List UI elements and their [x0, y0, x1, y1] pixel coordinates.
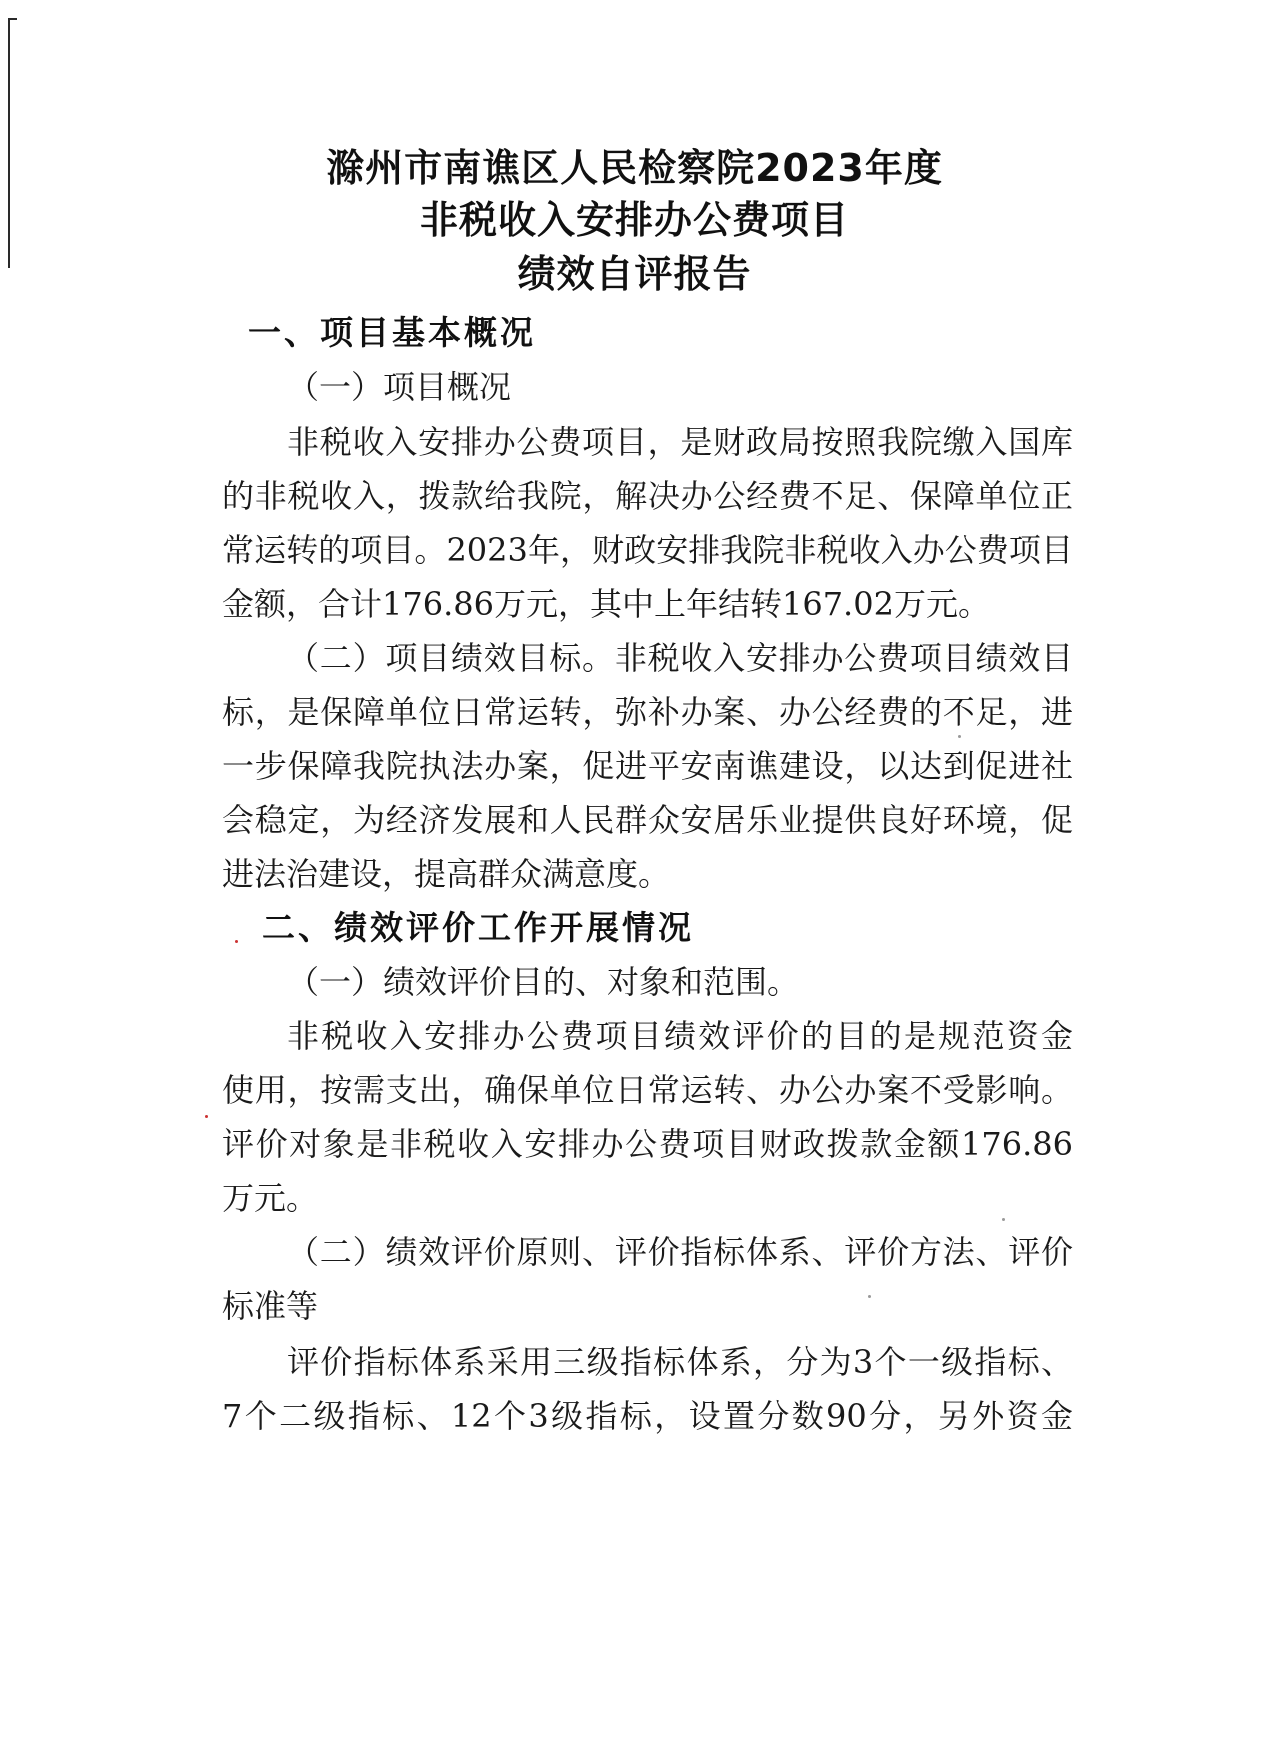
section-2-heading: 二、绩效评价工作开展情况 — [262, 908, 694, 947]
section-2-2-heading-line: 标准等 — [222, 1287, 319, 1325]
scan-speck — [1002, 1218, 1005, 1221]
document-title-line-1: 滁州市南谯区人民检察院2023年度 — [326, 146, 943, 190]
paragraph-line: 评价对象是非税收入安排办公费项目财政拨款金额176.86 — [222, 1125, 1073, 1163]
paragraph-line: （二）项目绩效目标。非税收入安排办公费项目绩效目 — [287, 639, 1073, 677]
document-title-line-3: 绩效自评报告 — [517, 252, 752, 296]
paragraph-line: 标，是保障单位日常运转，弥补办案、办公经费的不足，进 — [222, 693, 1073, 731]
paragraph-line: 一步保障我院执法办案，促进平安南谯建设，以达到促进社 — [222, 747, 1073, 785]
paragraph-line: 使用，按需支出，确保单位日常运转、办公办案不受影响。 — [222, 1071, 1073, 1109]
section-1-heading: 一、项目基本概况 — [248, 313, 536, 352]
scan-speck — [868, 1295, 871, 1298]
scan-speck — [235, 940, 238, 943]
paragraph-line: 7个二级指标、12个3级指标，设置分数90分，另外资金 — [222, 1397, 1073, 1435]
paragraph-line: 非税收入安排办公费项目，是财政局按照我院缴入国库 — [287, 423, 1073, 461]
scan-corner-mark — [8, 18, 17, 20]
paragraph-line: 的非税收入，拨款给我院，解决办公经费不足、保障单位正 — [222, 477, 1073, 515]
section-2-1-heading: （一）绩效评价目的、对象和范围。 — [287, 963, 800, 1001]
section-2-2-heading-line: （二）绩效评价原则、评价指标体系、评价方法、评价 — [287, 1233, 1073, 1271]
scan-speck — [958, 735, 961, 738]
paragraph-line: 万元。 — [222, 1179, 319, 1217]
paragraph-line: 非税收入安排办公费项目绩效评价的目的是规范资金 — [287, 1017, 1073, 1055]
section-1-1-heading: （一）项目概况 — [287, 368, 512, 406]
paragraph-line: 进法治建设，提高群众满意度。 — [222, 855, 671, 893]
paragraph-line: 评价指标体系采用三级指标体系，分为3个一级指标、 — [287, 1343, 1073, 1381]
paragraph-line: 常运转的项目。2023年，财政安排我院非税收入办公费项目 — [222, 531, 1073, 569]
paragraph-line: 金额，合计176.86万元，其中上年结转167.02万元。 — [222, 585, 990, 623]
paragraph-line: 会稳定，为经济发展和人民群众安居乐业提供良好环境，促 — [222, 801, 1073, 839]
scan-speck — [205, 1115, 208, 1118]
document-title-line-2: 非税收入安排办公费项目 — [419, 198, 849, 242]
